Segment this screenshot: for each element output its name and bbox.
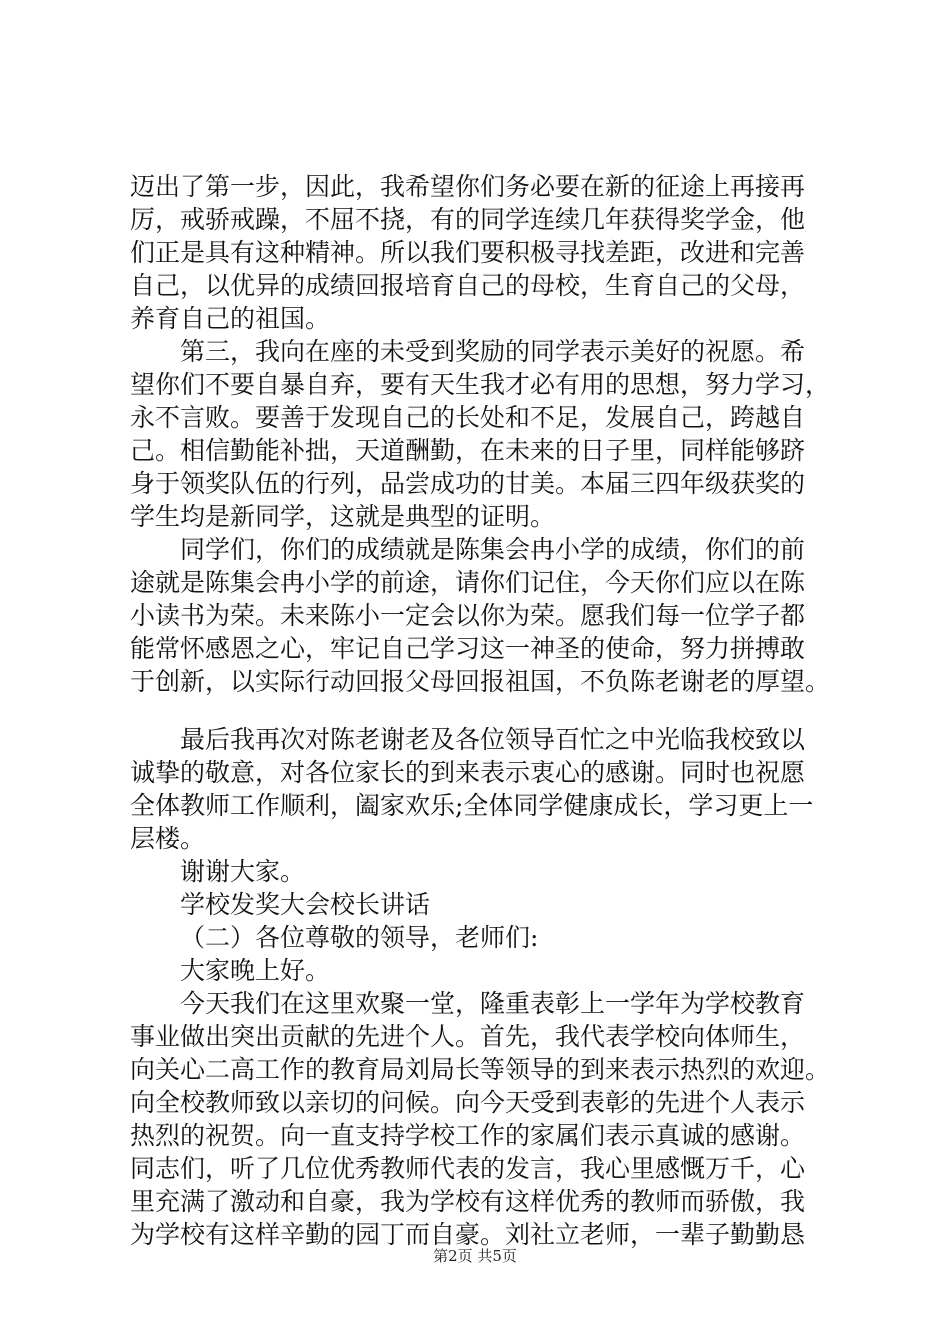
text-line: 望你们不要自暴自弃，要有天生我才必有用的思想，努力学习， <box>130 370 831 399</box>
text-line: 于创新，以实际行动回报父母回报祖国，不负陈老谢老的厚望。 <box>130 667 831 696</box>
text-line: 事业做出突出贡献的先进个人。首先，我代表学校向体师生， <box>130 1022 806 1051</box>
text-line: 迈出了第一步，因此，我希望你们务必要在新的征途上再接再 <box>130 172 806 201</box>
text-line: 同学们，你们的成绩就是陈集会冉小学的成绩，你们的前 <box>180 535 806 564</box>
text-line: （二）各位尊敬的领导，老师们: <box>180 923 539 952</box>
text-line: 永不言败。要善于发现自己的长处和不足，发展自己，跨越自 <box>130 403 806 432</box>
text-line: 层楼。 <box>130 824 206 853</box>
text-line: 自己，以优异的成绩回报培育自己的母校，生育自己的父母， <box>130 271 806 300</box>
text-line: 大家晚上好。 <box>180 956 331 985</box>
text-line: 最后我再次对陈老谢老及各位领导百忙之中光临我校致以 <box>180 725 806 754</box>
text-line: 身于领奖队伍的行列，品尝成功的甘美。本届三四年级获奖的 <box>130 469 806 498</box>
text-line: 为学校有这样辛勤的园丁而自豪。刘社立老师，一辈子勤勤恳 <box>130 1220 806 1249</box>
paragraph-gap <box>130 698 850 723</box>
text-line: 途就是陈集会冉小学的前途，请你们记住，今天你们应以在陈 <box>130 568 806 597</box>
text-line: 小读书为荣。未来陈小一定会以你为荣。愿我们每一位学子都 <box>130 601 806 630</box>
text-line: 们正是具有这种精神。所以我们要积极寻找差距，改进和完善 <box>130 238 806 267</box>
text-line: 热烈的祝贺。向一直支持学校工作的家属们表示真诚的感谢。 <box>130 1121 806 1150</box>
text-line: 谢谢大家。 <box>180 857 306 886</box>
text-line: 能常怀感恩之心，牢记自己学习这一神圣的使命，努力拼搏敢 <box>130 634 806 663</box>
section-title: 学校发奖大会校长讲话 <box>180 890 431 919</box>
text-line: 学生均是新同学，这就是典型的证明。 <box>130 502 556 531</box>
text-line: 今天我们在这里欢聚一堂，隆重表彰上一学年为学校教育 <box>180 989 806 1018</box>
document-body <box>130 170 850 1251</box>
text-line: 诚挚的敬意，对各位家长的到来表示衷心的感谢。同时也祝愿 <box>130 758 806 787</box>
text-line: 向全校教师致以亲切的问候。向今天受到表彰的先进个人表示 <box>130 1088 806 1117</box>
text-line: 向关心二高工作的教育局刘局长等领导的到来表示热烈的欢迎。 <box>130 1055 831 1084</box>
text-line: 己。相信勤能补拙，天道酬勤，在未来的日子里，同样能够跻 <box>130 436 806 465</box>
text-line: 里充满了激动和自豪，我为学校有这样优秀的教师而骄傲，我 <box>130 1187 806 1216</box>
page-number-footer: 第2页 共5页 <box>433 1247 517 1265</box>
text-line: 全体教师工作顺利，阖家欢乐;全体同学健康成长，学习更上一 <box>130 791 814 820</box>
text-line: 第三，我向在座的未受到奖励的同学表示美好的祝愿。希 <box>180 337 806 366</box>
text-line: 同志们，听了几位优秀教师代表的发言，我心里感慨万千，心 <box>130 1154 806 1183</box>
text-line: 厉，戒骄戒躁，不屈不挠，有的同学连续几年获得奖学金，他 <box>130 205 806 234</box>
text-line: 养育自己的祖国。 <box>130 304 331 333</box>
